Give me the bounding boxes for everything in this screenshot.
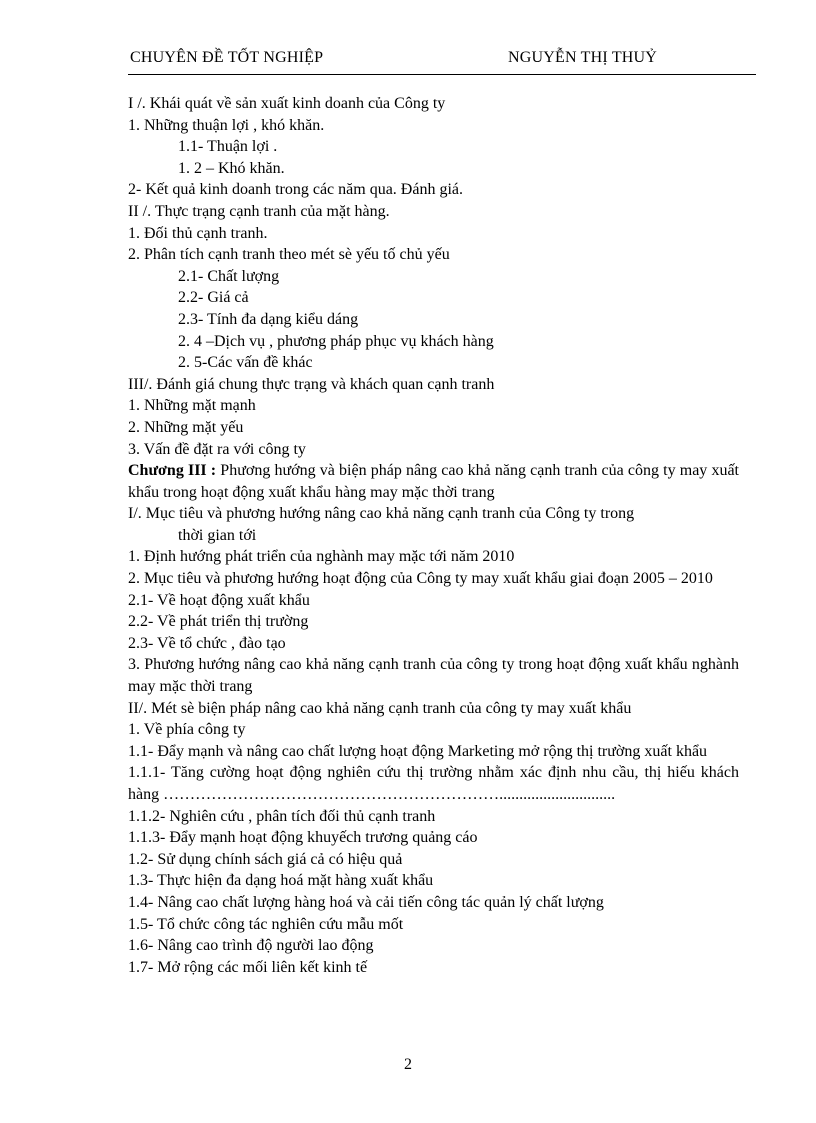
section-title: II/. Mét sè biện pháp nâng cao khả năng cạnh tranh của công ty may xuất khẩu bbox=[128, 699, 632, 717]
toc-line: I /. Khái quát về sản xuất kinh doanh của Công ty bbox=[128, 95, 446, 112]
toc-line: 2- Kết quả kinh doanh trong các năm qua. Đánh giá. bbox=[128, 181, 464, 199]
chapter-heading bbox=[128, 460, 739, 503]
chapter-text: Phương hướng và biện pháp nâng cao khả năng cạnh tranh của công ty may xuất khẩu trong hoạt động xuất khẩu hàng may mặc thời trang bbox=[128, 462, 739, 501]
toc-line: 1. Định hướng phát triển của nghành may mặc tới năm 2010 bbox=[128, 548, 515, 566]
toc-line: 1.3- Thực hiện đa dạng hoá mặt hàng xuất khẩu bbox=[128, 872, 434, 890]
toc-line: 3. Phương hướng nâng cao khả năng cạnh tranh của công ty trong hoạt động xuất khẩu nghành may mặc thời trang bbox=[128, 656, 739, 696]
toc-line: 1. Những thuận lợi , khó khăn. bbox=[128, 116, 325, 134]
toc-line: 1. Về phía công ty bbox=[128, 721, 246, 739]
toc-line: 2. Phân tích cạnh tranh theo mét sè yếu tố chủ yếu bbox=[128, 246, 450, 264]
toc-line: III/. Đánh giá chung thực trạng và khách quan cạnh tranh bbox=[128, 375, 495, 393]
toc-line: 1.2- Sử dụng chính sách giá cả có hiệu quả bbox=[128, 850, 403, 868]
header-title: CHUYÊN ĐỀ TỐT NGHIỆP bbox=[130, 49, 324, 66]
toc-line: 1.1- Đẩy mạnh và nâng cao chất lượng hoạt động Marketing mở rộng thị trường xuất khẩu bbox=[128, 742, 708, 760]
toc-line: 1. 2 – Khó khăn. bbox=[178, 159, 285, 177]
toc-line: 2.2- Giá cả bbox=[178, 289, 249, 307]
toc-line: 1.7- Mở rộng các mối liên kết kinh tế bbox=[128, 958, 368, 976]
chapter-label: Chương III : bbox=[128, 462, 217, 480]
section-title: I/. Mục tiêu và phương hướng nâng cao khả năng cạnh tranh của Công ty trong bbox=[128, 505, 635, 523]
toc-line: 1.1.1- Tăng cường hoạt động nghiên cứu thị trường nhằm xác định nhu cầu, thị hiếu khách hàng ………………………………………………………............................. bbox=[128, 764, 739, 803]
toc-line: 3. Vấn đề đặt ra với công ty bbox=[128, 440, 306, 458]
toc-line: 2.3- Về tổ chức , đào tạo bbox=[128, 634, 286, 652]
toc-line: 1. Những mặt mạnh bbox=[128, 397, 256, 415]
toc-line: 2. 4 –Dịch vụ , phương pháp phục vụ khách hàng bbox=[178, 332, 494, 350]
toc-line: 1.1.3- Đẩy mạnh hoạt động khuyếch trương quảng cáo bbox=[128, 829, 478, 847]
header-rule bbox=[128, 74, 756, 75]
toc-line: 2.2- Về phát triển thị trường bbox=[128, 613, 309, 631]
toc-line: 1.1- Thuận lợi . bbox=[178, 138, 278, 156]
toc-line: II /. Thực trạng cạnh tranh của mặt hàng. bbox=[128, 202, 390, 220]
toc-line: 1.6- Nâng cao trình độ người lao động bbox=[128, 937, 374, 955]
page-number: 2 bbox=[404, 1056, 412, 1073]
toc-line: 2.1- Về hoạt động xuất khẩu bbox=[128, 591, 310, 609]
toc-line: 2. Mục tiêu và phương hướng hoạt động của Công ty may xuất khẩu giai đoạn 2005 – 2010 bbox=[128, 570, 713, 588]
toc-line: 2. Những mặt yếu bbox=[128, 418, 244, 436]
toc-line: 1.1.2- Nghiên cứu , phân tích đối thủ cạnh tranh bbox=[128, 807, 436, 825]
header-author: NGUYỄN THỊ THUỶ bbox=[508, 49, 658, 66]
toc-line: 1.4- Nâng cao chất lượng hàng hoá và cải tiến công tác quản lý chất lượng bbox=[128, 893, 604, 911]
document-body bbox=[128, 93, 739, 978]
section-title-cont: thời gian tới bbox=[178, 526, 257, 544]
toc-line: 2. 5-Các vấn đề khác bbox=[178, 354, 313, 372]
page-header bbox=[128, 49, 756, 71]
toc-line: 1.5- Tổ chức công tác nghiên cứu mẫu mốt bbox=[128, 915, 404, 933]
toc-line: 2.3- Tính đa dạng kiểu dáng bbox=[178, 310, 359, 328]
toc-line: 2.1- Chất lượng bbox=[178, 267, 280, 285]
toc-line: 1. Đối thủ cạnh tranh. bbox=[128, 224, 268, 242]
